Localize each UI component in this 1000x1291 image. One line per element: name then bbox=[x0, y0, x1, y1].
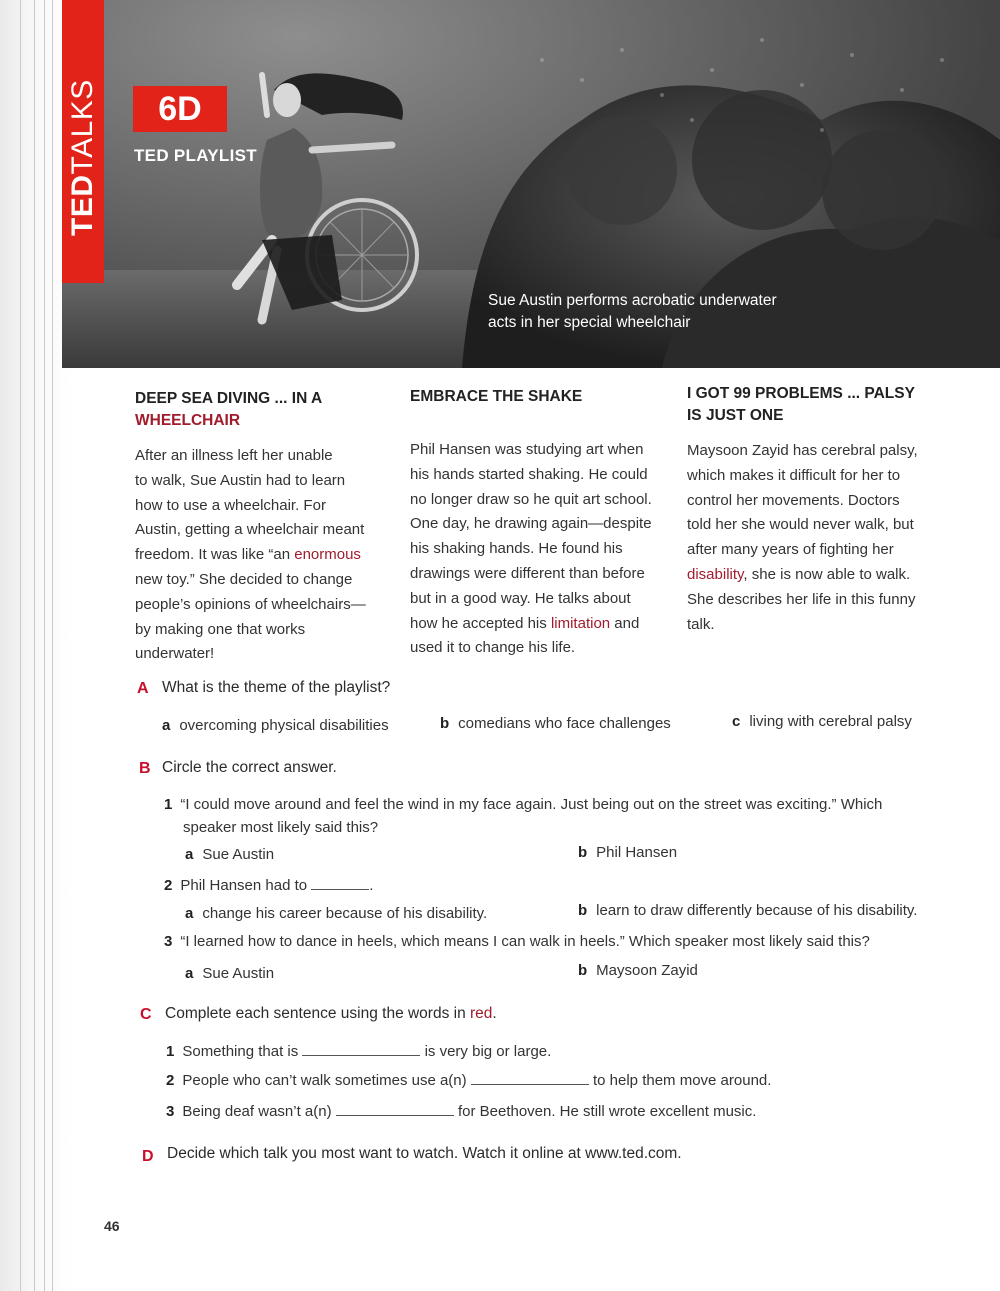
exercise-b-question-3: 3 “I learned how to dance in heels, which means I can walk in heels.” Which speaker most likely said this? bbox=[164, 933, 870, 950]
exercise-a-option-b[interactable]: b comedians who face challenges bbox=[440, 715, 671, 732]
exercise-a-option-c[interactable]: c living with cerebral palsy bbox=[732, 713, 912, 730]
talk-1 bbox=[135, 388, 385, 667]
unit-badge: 6D bbox=[133, 86, 227, 132]
answer-blank-2[interactable] bbox=[471, 1084, 589, 1085]
exercise-b-question-1: 1 “I could move around and feel the wind in my face again. Just being out on the street was exciting.” Which speaker most likely said this? bbox=[164, 796, 883, 836]
exercise-b-q2-option-a[interactable]: a change his career because of his disability. bbox=[185, 905, 488, 922]
answer-blank[interactable] bbox=[311, 889, 369, 890]
exercise-a-letter: A bbox=[137, 680, 149, 697]
talk-2-title: EMBRACE THE SHAKE bbox=[410, 388, 583, 405]
ted-talks-logo: TEDTALKS bbox=[66, 79, 99, 236]
talk-3 bbox=[687, 383, 937, 637]
exercise-b-letter: B bbox=[139, 760, 151, 777]
exercise-c-sentence-1: 1 Something that is is very big or large. bbox=[166, 1043, 552, 1060]
exercise-c-prompt: Complete each sentence using the words in red. bbox=[165, 1005, 497, 1022]
section-title: TED PLAYLIST bbox=[134, 146, 257, 165]
exercise-b-q2-option-b[interactable]: b learn to draw differently because of his disability. bbox=[578, 902, 918, 919]
exercise-b-q3-option-b[interactable]: b Maysoon Zayid bbox=[578, 962, 698, 979]
exercise-c-letter: C bbox=[140, 1006, 152, 1023]
talk-3-title: I GOT 99 PROBLEMS ... PALSY IS JUST ONE bbox=[687, 385, 915, 424]
exercise-b-q3-option-a[interactable]: a Sue Austin bbox=[185, 965, 275, 982]
exercise-a-prompt: What is the theme of the playlist? bbox=[162, 679, 391, 696]
exercise-b-q1-option-b[interactable]: b Phil Hansen bbox=[578, 844, 678, 861]
exercise-c-sentence-2: 2 People who can’t walk sometimes use a(n) to help them move around. bbox=[166, 1072, 772, 1089]
exercise-b-prompt: Circle the correct answer. bbox=[162, 759, 337, 776]
exercise-a-option-a[interactable]: a overcoming physical disabilities bbox=[162, 717, 389, 734]
exercise-d-letter: D bbox=[142, 1148, 154, 1165]
exercise-d-prompt: Decide which talk you most want to watch. Watch it online at www.ted.com. bbox=[167, 1145, 682, 1162]
talk-1-title: DEEP SEA DIVING ... IN A WHEELCHAIR bbox=[135, 390, 323, 429]
photo-caption: Sue Austin performs acrobatic underwater acts in her special wheelchair bbox=[488, 292, 777, 331]
talk-2 bbox=[410, 386, 660, 661]
exercise-b-q1-option-a[interactable]: a Sue Austin bbox=[185, 846, 275, 863]
answer-blank-3[interactable] bbox=[336, 1115, 454, 1116]
answer-blank-1[interactable] bbox=[302, 1055, 420, 1056]
talk-2-description: Phil Hansen was studying art when his hands started shaking. He could no longer draw so he quit art school. One day, he drawing again—despite his shaking hands. He found his drawings were different than before but in a good way. He talks about how he accepted his limitation and used it to change his life. bbox=[410, 441, 652, 657]
exercise-c-sentence-3: 3 Being deaf wasn’t a(n) for Beethoven. He still wrote excellent music. bbox=[166, 1103, 757, 1120]
talk-3-description: Maysoon Zayid has cerebral palsy, which makes it difficult for her to control her movements. Doctors told her she would never walk, but after many years of fighting her disability, she is now able to walk. She describes her life in this funny talk. bbox=[687, 442, 918, 633]
page-number: 46 bbox=[104, 1218, 120, 1234]
talk-1-description: After an illness left her unable to walk, Sue Austin had to learn how to use a wheelchair. For Austin, getting a wheelchair meant freedom. It was like “an enormous new toy.” She decided to change people’s opinions of wheelchairs— by making one that works underwater! bbox=[135, 447, 366, 663]
exercise-b-question-2: 2 Phil Hansen had to . bbox=[164, 877, 374, 894]
